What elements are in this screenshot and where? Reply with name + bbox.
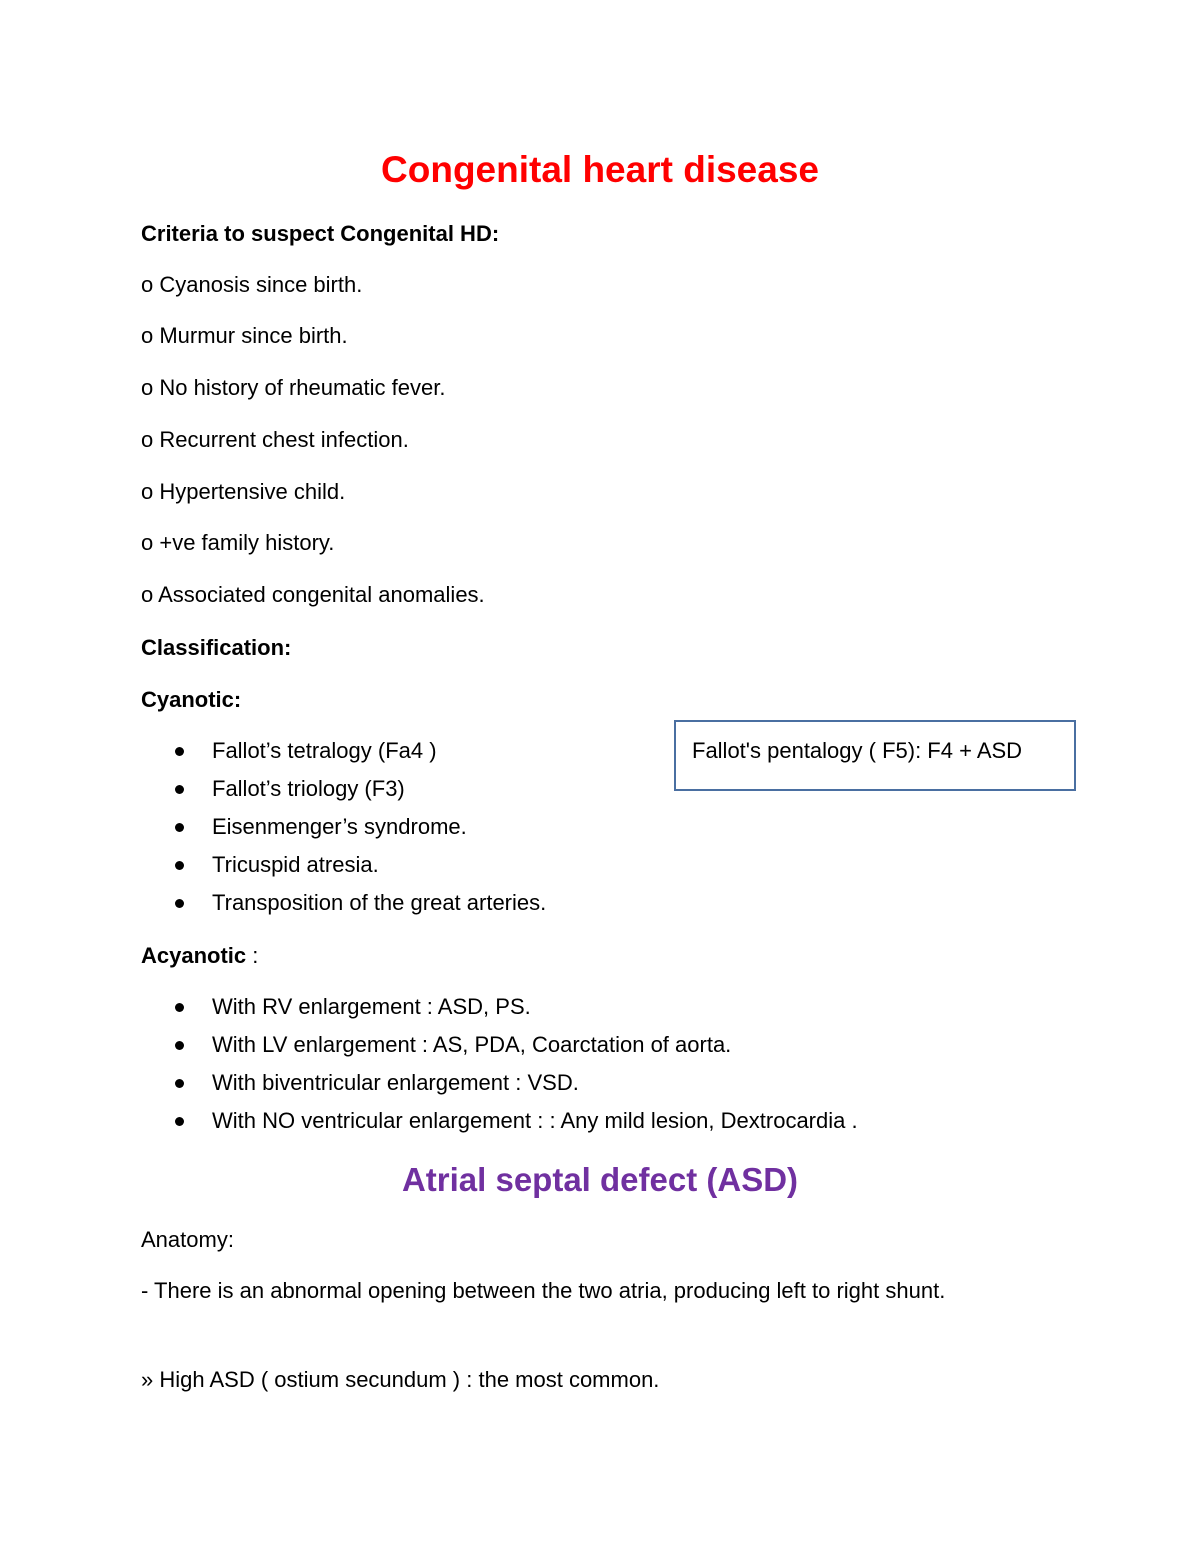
cyanotic-item-tricuspid: Tricuspid atresia.: [212, 852, 379, 877]
acyanotic-item-rv: With RV enlargement : ASD, PS.: [212, 994, 531, 1019]
bullet-icon: [175, 1079, 184, 1088]
criteria-item-rheumatic: o No history of rheumatic fever.: [141, 375, 446, 400]
list-item: [141, 808, 546, 846]
high-asd-line: » High ASD ( ostium secundum ) : the most common.: [141, 1367, 660, 1392]
acyanotic-heading-line: [141, 941, 258, 971]
criteria-item-anomalies: o Associated congenital anomalies.: [141, 582, 485, 607]
cyanotic-heading: Cyanotic:: [141, 687, 242, 712]
bullet-icon: [175, 1041, 184, 1050]
criteria-item-cyanosis: o Cyanosis since birth.: [141, 272, 363, 297]
bullet-icon: [175, 899, 184, 908]
bullet-icon: [175, 823, 184, 832]
bullet-icon: [175, 1003, 184, 1012]
cyanotic-item-triology: Fallot’s triology (F3): [212, 776, 405, 801]
list-item: [141, 846, 546, 884]
bullet-icon: [175, 785, 184, 794]
acyanotic-heading-suffix: :: [246, 943, 259, 968]
pentalogy-callout-text: Fallot's pentalogy ( F5): F4 + ASD: [692, 738, 1023, 763]
list-item: [141, 988, 858, 1026]
bullet-icon: [175, 861, 184, 870]
cyanotic-item-eisenmenger: Eisenmenger’s syndrome.: [212, 814, 467, 839]
list-item: [141, 732, 546, 770]
pentalogy-callout-box: [674, 720, 1076, 791]
list-item: [141, 770, 546, 808]
acyanotic-item-no-ventricular: With NO ventricular enlargement : : Any mild lesion, Dextrocardia .: [212, 1108, 858, 1133]
list-item: [141, 1102, 858, 1140]
acyanotic-heading: Acyanotic: [141, 943, 247, 968]
cyanotic-list: [141, 732, 546, 922]
bullet-icon: [175, 1117, 184, 1126]
criteria-item-murmur: o Murmur since birth.: [141, 323, 348, 348]
list-item: [141, 1064, 858, 1102]
classification-heading: Classification:: [141, 635, 292, 660]
acyanotic-list: [141, 988, 858, 1140]
section-title-asd: Atrial septal defect (ASD): [401, 1161, 799, 1198]
cyanotic-item-transposition: Transposition of the great arteries.: [212, 890, 547, 915]
anatomy-heading: Anatomy:: [141, 1227, 234, 1252]
bullet-icon: [175, 747, 184, 756]
acyanotic-item-lv: With LV enlargement : AS, PDA, Coarctation of aorta.: [212, 1032, 732, 1057]
criteria-heading: Criteria to suspect Congenital HD:: [141, 221, 500, 246]
page-title: Congenital heart disease: [381, 149, 819, 190]
criteria-item-hypertensive: o Hypertensive child.: [141, 479, 346, 504]
criteria-item-chest-infection: o Recurrent chest infection.: [141, 427, 409, 452]
acyanotic-item-biventricular: With biventricular enlargement : VSD.: [212, 1070, 579, 1095]
criteria-item-family-history: o +ve family history.: [141, 530, 335, 555]
list-item: [141, 1026, 858, 1064]
cyanotic-item-tetralogy: Fallot’s tetralogy (Fa4 ): [212, 738, 437, 763]
list-item: [141, 884, 546, 922]
anatomy-paragraph: - There is an abnormal opening between the two atria, producing left to right shunt.: [141, 1278, 946, 1303]
